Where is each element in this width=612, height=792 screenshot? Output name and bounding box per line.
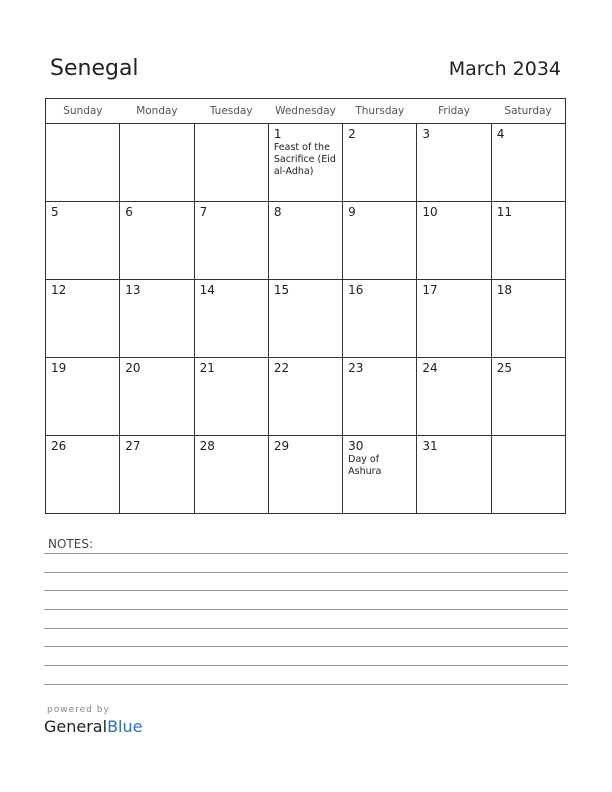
day-number: 12	[51, 283, 67, 297]
day-cell	[343, 436, 417, 514]
day-cell	[120, 436, 194, 514]
day-cell	[46, 358, 120, 436]
calendar-grid	[45, 98, 566, 514]
day-number: 27	[125, 439, 141, 453]
week-row	[46, 436, 566, 514]
day-number: 2	[348, 127, 356, 141]
day-cell	[417, 280, 491, 358]
day-number: 3	[422, 127, 431, 141]
day-cell	[46, 436, 120, 514]
weekday-header-row	[46, 99, 566, 124]
generalblue-logo[interactable]	[44, 717, 142, 736]
notes-line	[44, 572, 568, 573]
day-number: 20	[125, 361, 141, 375]
day-number: 28	[199, 439, 215, 453]
day-number: 13	[125, 283, 141, 297]
day-cell	[194, 280, 268, 358]
day-number: 31	[422, 439, 438, 453]
day-cell	[120, 358, 194, 436]
day-cell	[46, 280, 120, 358]
holiday-label: Feast of the Sacrifice (Eid al-Adha)	[273, 142, 336, 177]
day-number: 29	[273, 439, 290, 453]
weekday-header: Monday	[120, 99, 194, 124]
weekday-header: Tuesday	[194, 99, 268, 124]
day-cell	[417, 358, 491, 436]
brand-blue: Blue	[107, 717, 143, 736]
day-number: 22	[273, 361, 290, 375]
day-cell	[343, 280, 417, 358]
day-cell	[194, 436, 268, 514]
day-number: 14	[199, 283, 215, 297]
notes-line	[44, 684, 568, 685]
day-cell	[491, 124, 565, 202]
powered-by-text: powered by	[47, 705, 110, 715]
day-cell	[417, 124, 491, 202]
day-cell	[343, 202, 417, 280]
day-number: 10	[422, 205, 438, 219]
day-number: 26	[51, 439, 67, 453]
day-number: 5	[51, 205, 59, 219]
notes-label: NOTES:	[48, 537, 93, 551]
day-cell	[268, 202, 342, 280]
weekday-header: Friday	[417, 99, 491, 124]
country-title: Senegal	[50, 56, 139, 81]
holiday-label: Day of Ashura	[348, 454, 382, 477]
day-number: 18	[496, 283, 512, 297]
month-title: March 2034	[448, 58, 561, 80]
day-cell	[46, 202, 120, 280]
week-row	[46, 124, 566, 202]
day-cell	[268, 436, 342, 514]
day-cell	[194, 358, 268, 436]
weekday-header: Saturday	[491, 99, 565, 124]
day-cell	[343, 358, 417, 436]
notes-line	[44, 590, 568, 591]
week-row	[46, 358, 566, 436]
day-cell	[491, 280, 565, 358]
day-number: 11	[496, 205, 512, 219]
day-cell	[120, 280, 194, 358]
day-cell	[268, 124, 342, 202]
day-cell	[343, 124, 417, 202]
day-number: 6	[125, 205, 133, 219]
day-number: 23	[348, 361, 364, 375]
day-cell	[417, 202, 491, 280]
week-row	[46, 202, 566, 280]
day-number: 4	[496, 127, 505, 141]
brand-general: General	[44, 717, 108, 736]
day-number: 9	[348, 205, 356, 219]
day-number: 8	[273, 205, 282, 219]
day-number: 1	[273, 127, 282, 141]
day-cell	[194, 124, 268, 202]
day-cell	[46, 124, 120, 202]
day-number: 17	[422, 283, 438, 297]
day-number: 19	[51, 361, 67, 375]
day-cell	[491, 358, 565, 436]
day-number: 25	[496, 361, 512, 375]
week-row	[46, 280, 566, 358]
notes-line	[44, 553, 568, 554]
day-cell	[194, 202, 268, 280]
day-cell	[491, 436, 565, 514]
notes-line	[44, 609, 568, 610]
weekday-header: Sunday	[46, 99, 120, 124]
weekday-header: Thursday	[343, 99, 417, 124]
day-cell	[120, 124, 194, 202]
day-number: 30	[348, 439, 364, 453]
notes-line	[44, 646, 568, 647]
day-number: 15	[273, 283, 290, 297]
notes-line	[44, 628, 568, 629]
day-cell	[417, 436, 491, 514]
notes-line	[44, 665, 568, 666]
day-cell	[268, 358, 342, 436]
day-number: 21	[199, 361, 215, 375]
day-number: 7	[199, 205, 208, 219]
day-cell	[491, 202, 565, 280]
day-number: 16	[348, 283, 364, 297]
day-number: 24	[422, 361, 438, 375]
day-cell	[120, 202, 194, 280]
weekday-header: Wednesday	[268, 99, 342, 124]
day-cell	[268, 280, 342, 358]
